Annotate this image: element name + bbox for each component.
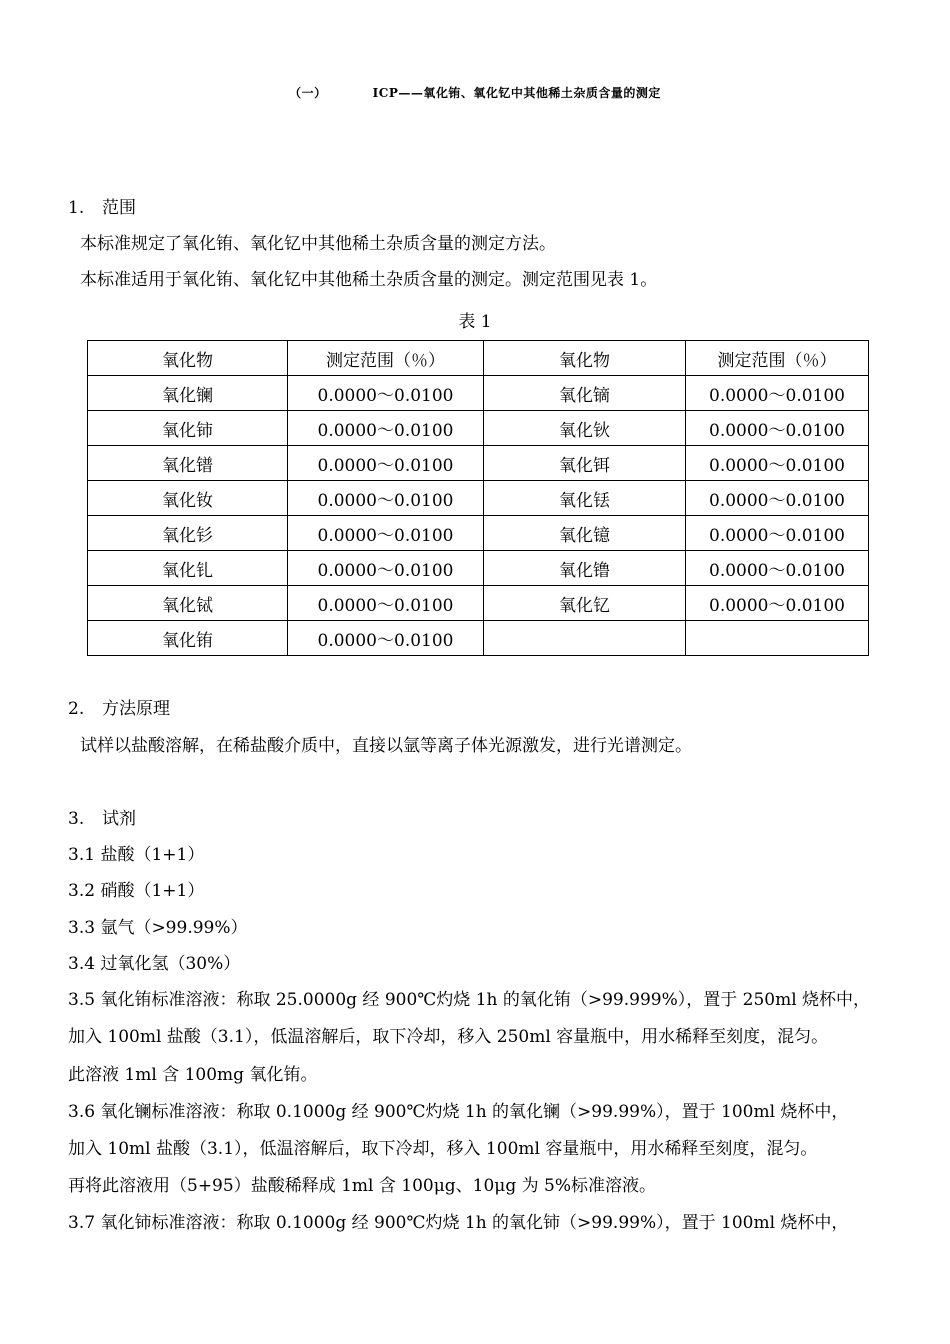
section1-title: 范围 bbox=[102, 198, 136, 218]
reagent-line: 再将此溶液用（5+95）盐酸稀释成 1ml 含 100μg、10μg 为 5%标准溶液。 bbox=[68, 1176, 656, 1196]
reagent-line: 加入 10ml 盐酸（3.1），低温溶解后，取下冷却，移入 100ml 容量瓶中，用水稀释至刻度，混匀。 bbox=[68, 1139, 818, 1159]
section3-title: 试剂 bbox=[102, 809, 136, 829]
table-row bbox=[88, 586, 869, 621]
header-cell: 测定范围（％） bbox=[686, 341, 869, 376]
oxide-cell: 氧化镧 bbox=[88, 376, 288, 411]
section3-heading bbox=[68, 808, 136, 830]
title-main: ICP——氧化铕、氧化钇中其他稀土杂质含量的测定 bbox=[372, 86, 661, 100]
oxide-cell: 氧化铕 bbox=[88, 621, 288, 656]
range-cell: 0.0000～0.0100 bbox=[288, 411, 484, 446]
range-cell: 0.0000～0.0100 bbox=[686, 481, 869, 516]
table-row bbox=[88, 411, 869, 446]
oxide-cell bbox=[484, 621, 686, 656]
range-cell: 0.0000～0.0100 bbox=[686, 586, 869, 621]
reagent-line: 3.1 盐酸（1+1） bbox=[68, 845, 205, 865]
section2-heading bbox=[68, 698, 170, 720]
table-header-row bbox=[88, 341, 869, 376]
range-cell: 0.0000～0.0100 bbox=[686, 551, 869, 586]
section1-paragraph-2: 本标准适用于氧化铕、氧化钇中其他稀土杂质含量的测定。测定范围见表 1。 bbox=[80, 270, 658, 290]
range-cell: 0.0000～0.0100 bbox=[686, 411, 869, 446]
section1-heading bbox=[68, 197, 136, 219]
table-row bbox=[88, 516, 869, 551]
oxide-range-table bbox=[87, 340, 869, 656]
oxide-cell: 氧化镱 bbox=[484, 516, 686, 551]
oxide-cell: 氧化铈 bbox=[88, 411, 288, 446]
table-row bbox=[88, 481, 869, 516]
section1-number: 1. bbox=[68, 198, 85, 218]
range-cell: 0.0000～0.0100 bbox=[288, 586, 484, 621]
table-caption: 表 1 bbox=[458, 312, 492, 332]
oxide-cell: 氧化钆 bbox=[88, 551, 288, 586]
range-cell: 0.0000～0.0100 bbox=[288, 551, 484, 586]
range-cell: 0.0000～0.0100 bbox=[288, 516, 484, 551]
section2-paragraph-1: 试样以盐酸溶解，在稀盐酸介质中，直接以氩等离子体光源激发，进行光谱测定。 bbox=[80, 736, 692, 756]
section3-number: 3. bbox=[68, 809, 85, 829]
range-cell: 0.0000～0.0100 bbox=[686, 516, 869, 551]
oxide-cell: 氧化铽 bbox=[88, 586, 288, 621]
document-title bbox=[0, 84, 950, 101]
section2-number: 2. bbox=[68, 699, 85, 719]
range-cell: 0.0000～0.0100 bbox=[288, 621, 484, 656]
oxide-cell: 氧化钐 bbox=[88, 516, 288, 551]
reagent-line: 3.7 氧化铈标准溶液：称取 0.1000g 经 900℃灼烧 1h 的氧化铈（>99.99%），置于 100ml 烧杯中， bbox=[68, 1213, 849, 1233]
oxide-cell: 氧化钕 bbox=[88, 481, 288, 516]
reagent-line: 3.4 过氧化氢（30%） bbox=[68, 954, 241, 974]
header-cell: 氧化物 bbox=[484, 341, 686, 376]
reagent-line: 此溶液 1ml 含 100mg 氧化铕。 bbox=[68, 1065, 318, 1085]
table-row bbox=[88, 621, 869, 656]
oxide-cell: 氧化镥 bbox=[484, 551, 686, 586]
title-prefix: （一） bbox=[289, 86, 327, 100]
header-cell: 氧化物 bbox=[88, 341, 288, 376]
oxide-cell: 氧化铥 bbox=[484, 481, 686, 516]
oxide-cell: 氧化钇 bbox=[484, 586, 686, 621]
range-cell: 0.0000～0.0100 bbox=[686, 376, 869, 411]
oxide-cell: 氧化钬 bbox=[484, 411, 686, 446]
oxide-cell: 氧化镝 bbox=[484, 376, 686, 411]
oxide-cell: 氧化铒 bbox=[484, 446, 686, 481]
reagent-line: 3.5 氧化铕标准溶液：称取 25.0000g 经 900℃灼烧 1h 的氧化铕（>99.999%），置于 250ml 烧杯中， bbox=[68, 990, 871, 1010]
range-cell: 0.0000～0.0100 bbox=[288, 376, 484, 411]
reagent-line: 3.6 氧化镧标准溶液：称取 0.1000g 经 900℃灼烧 1h 的氧化镧（>99.99%），置于 100ml 烧杯中， bbox=[68, 1102, 849, 1122]
reagent-line: 加入 100ml 盐酸（3.1），低温溶解后，取下冷却，移入 250ml 容量瓶中，用水稀释至刻度，混匀。 bbox=[68, 1027, 829, 1047]
oxide-cell: 氧化镨 bbox=[88, 446, 288, 481]
range-cell: 0.0000～0.0100 bbox=[288, 446, 484, 481]
table-row bbox=[88, 551, 869, 586]
range-cell: 0.0000～0.0100 bbox=[686, 446, 869, 481]
table-row bbox=[88, 446, 869, 481]
table-row bbox=[88, 376, 869, 411]
range-cell bbox=[686, 621, 869, 656]
reagent-line: 3.2 硝酸（1+1） bbox=[68, 881, 205, 901]
section2-title: 方法原理 bbox=[102, 699, 170, 719]
section1-paragraph-1: 本标准规定了氧化铕、氧化钇中其他稀土杂质含量的测定方法。 bbox=[80, 234, 556, 254]
header-cell: 测定范围（％） bbox=[288, 341, 484, 376]
reagent-line: 3.3 氩气（>99.99%） bbox=[68, 918, 248, 938]
range-cell: 0.0000～0.0100 bbox=[288, 481, 484, 516]
